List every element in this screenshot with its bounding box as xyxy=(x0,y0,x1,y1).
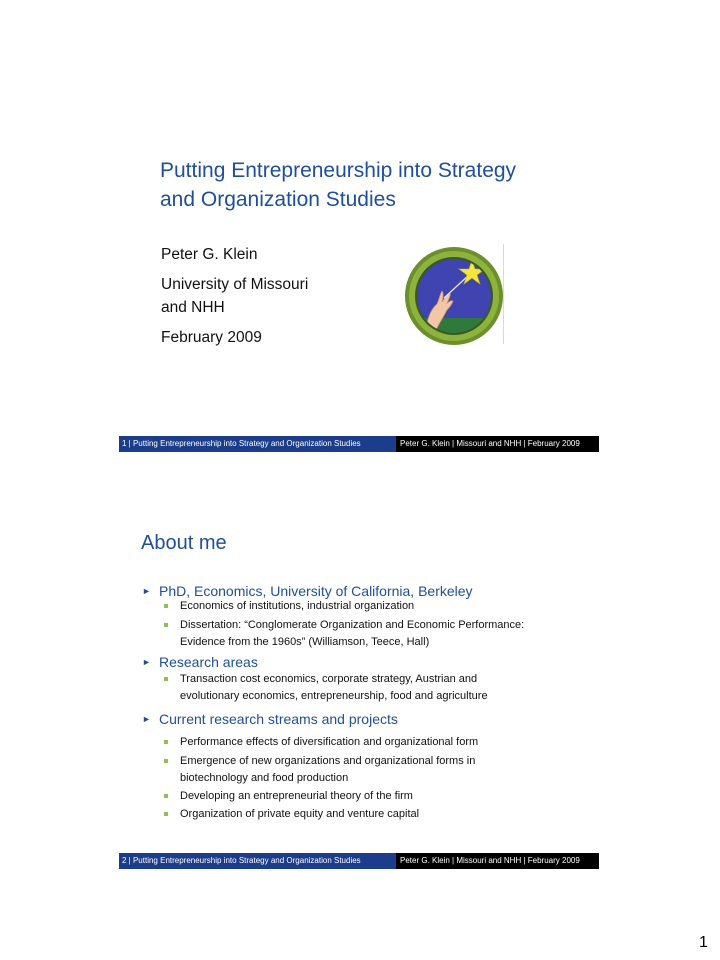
presentation-date: February 2009 xyxy=(161,329,262,346)
bullet-heading: PhD, Economics, University of California, Berkeley xyxy=(159,583,473,599)
sub-bullet-line: Organization of private equity and venture capital xyxy=(180,808,420,820)
square-bullet-icon xyxy=(164,794,168,798)
sub-bullet-line: Performance effects of diversification and organizational form xyxy=(180,736,479,748)
sub-bullet-line: biotechnology and food production xyxy=(180,772,349,784)
arrow-bullet-icon: ► xyxy=(142,657,151,667)
sub-bullet xyxy=(164,598,584,615)
sub-bullet-line: Economics of institutions, industrial organization xyxy=(180,600,415,612)
footer-right-text: Peter G. Klein | Missouri and NHH | February 2009 xyxy=(396,853,599,869)
slide-1-footer xyxy=(119,436,599,452)
sub-bullet-line: Dissertation: “Conglomerate Organization and Economic Performance: xyxy=(180,619,525,631)
footer-right-text: Peter G. Klein | Missouri and NHH | February 2009 xyxy=(396,436,599,452)
sub-bullet-line: Transaction cost economics, corporate strategy, Austrian and xyxy=(180,673,478,685)
square-bullet-icon xyxy=(164,740,168,744)
arrow-bullet-icon: ► xyxy=(142,714,151,724)
sub-bullet xyxy=(164,671,584,705)
square-bullet-icon xyxy=(164,623,168,627)
arrow-bullet-icon: ► xyxy=(142,586,151,596)
page-number: 1 xyxy=(699,934,708,951)
sub-bullet xyxy=(164,617,584,651)
author-name: Peter G. Klein xyxy=(161,246,258,263)
affiliation-line-2: and NHH xyxy=(161,299,225,316)
footer-left-text: 1 | Putting Entrepreneurship into Strategy and Organization Studies xyxy=(119,436,396,452)
sub-bullet xyxy=(164,806,584,823)
affiliation-line-1: University of Missouri xyxy=(161,276,309,293)
bullet-heading: Research areas xyxy=(159,654,258,670)
square-bullet-icon xyxy=(164,677,168,681)
footer-left-text: 2 | Putting Entrepreneurship into Strategy and Organization Studies xyxy=(119,853,396,869)
bullet-heading: Current research streams and projects xyxy=(159,711,398,727)
square-bullet-icon xyxy=(164,604,168,608)
sub-bullet-line: Evidence from the 1960s” (Williamson, Teece, Hall) xyxy=(180,636,430,648)
square-bullet-icon xyxy=(164,812,168,816)
merit-badge-image xyxy=(404,246,504,346)
sub-bullet-line: Emergence of new organizations and organizational forms in xyxy=(180,755,476,767)
sub-bullet-line: evolutionary economics, entrepreneurship, food and agriculture xyxy=(180,690,488,702)
slide-2-title: About me xyxy=(141,532,227,554)
square-bullet-icon xyxy=(164,759,168,763)
slide-2 xyxy=(0,480,720,880)
slide-2-footer xyxy=(119,853,599,869)
title-line-2: and Organization Studies xyxy=(160,188,396,211)
sub-bullet-line: Developing an entrepreneurial theory of the firm xyxy=(180,790,413,802)
slide-1-title xyxy=(160,156,580,214)
sub-bullet xyxy=(164,788,584,805)
vertical-divider xyxy=(503,244,504,344)
sub-bullet xyxy=(164,753,584,787)
sub-bullet xyxy=(164,734,584,751)
title-line-1: Putting Entrepreneurship into Strategy xyxy=(160,159,517,182)
